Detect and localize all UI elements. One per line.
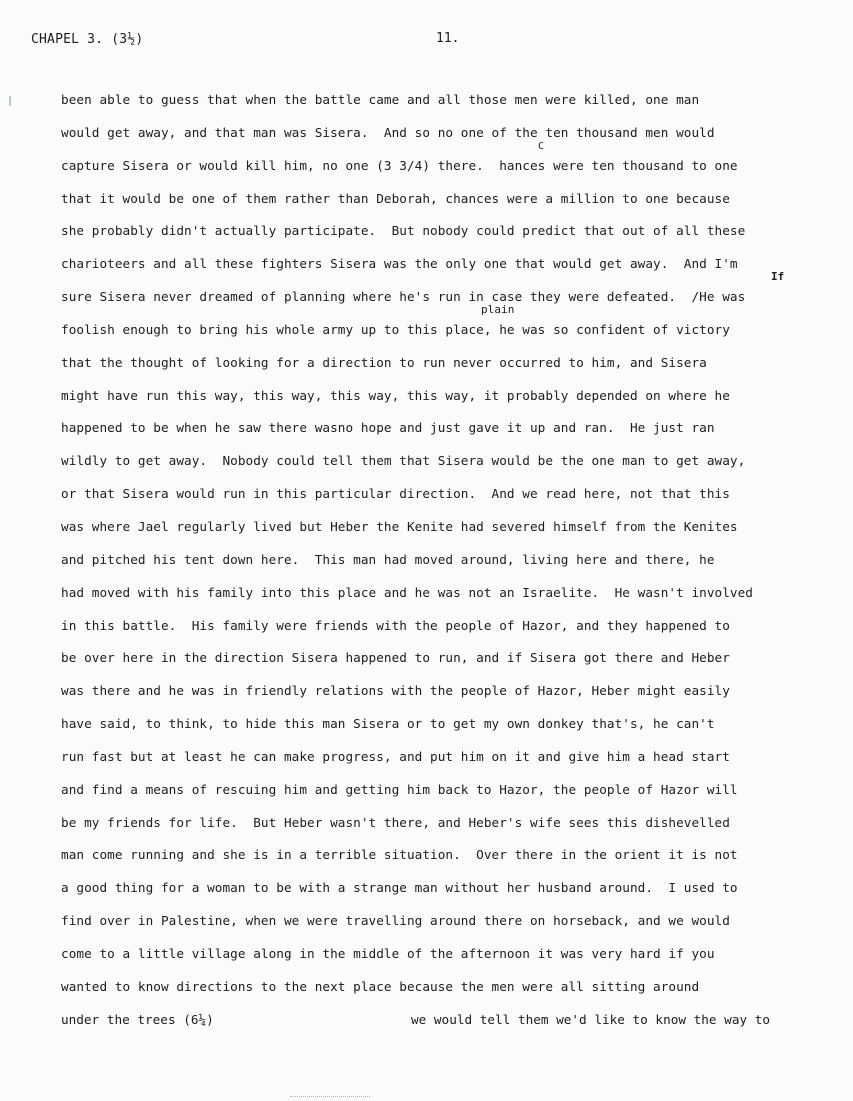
text-line: find over in Palestine, when we were travelling around there on horseback, and we would — [61, 913, 730, 929]
text-line: might have run this way, this way, this way, this way, it probably depended on where he — [61, 387, 730, 403]
text-line — [61, 140, 841, 188]
text-line — [61, 302, 841, 352]
page-number: 11. — [436, 31, 460, 46]
text-line: in this battle. His family were friends with the people of Hazor, and they happened to — [61, 617, 730, 633]
text-line: come to a little village along in the middle of the afternoon it was very hard if you — [61, 945, 715, 961]
text-line: wanted to know directions to the next place because the men were all sitting around — [61, 978, 700, 994]
text-line-content: foolish enough to bring his whole army up to this place, he was so confident of victory — [61, 321, 730, 337]
text-line-content: sure Sisera never dreamed of planning where he's run in case they were defeated. /He was — [61, 289, 746, 305]
text-line: be over here in the direction Sisera happened to run, and if Sisera got there and Heber — [61, 650, 730, 666]
text-line-content: capture Sisera or would kill him, no one (3 3/4) there. hances were ten thousand to one — [61, 157, 738, 173]
text-line — [61, 270, 841, 319]
text-line: be my friends for life. But Heber wasn't there, and Heber's wife sees this dishevelled — [61, 814, 730, 830]
text-line: was where Jael regularly lived but Heber the Kenite had severed himself from the Kenites — [61, 518, 738, 534]
footer-smudge — [290, 1096, 370, 1099]
handwritten-insertion-c: C — [538, 140, 545, 152]
text-line: happened to be when he saw there wasno hope and just gave it up and ran. He just ran — [61, 420, 715, 436]
handwritten-insertion-if: If — [771, 270, 785, 284]
text-line: had moved with his family into this place and he was not an Israelite. He wasn't involved — [61, 584, 753, 600]
text-line: and pitched his tent down here. This man had moved around, living here and there, he — [61, 551, 715, 567]
text-line: and find a means of rescuing him and getting him back to Hazor, the people of Hazor will — [61, 781, 738, 797]
margin-mark — [9, 96, 11, 106]
text-line: or that Sisera would run in this particular direction. And we read here, not that this — [61, 486, 730, 502]
last-text-line — [61, 1009, 841, 1041]
text-line: that it would be one of them rather than Deborah, chances were a million to one because — [61, 190, 730, 206]
last-line-right: we would tell them we'd like to know the way to — [411, 1011, 771, 1027]
text-line: charioteers and all these fighters Sisera was the only one that would get away. And I'm — [61, 256, 738, 272]
chapter-heading: CHAPEL 3. (3½) — [31, 32, 144, 47]
text-line: that the thought of looking for a direction to run never occurred to him, and Sisera — [61, 354, 707, 370]
handwritten-insertion-plain: plain — [481, 302, 515, 316]
text-line: have said, to think, to hide this man Sisera or to get my own donkey that's, he can't — [61, 716, 715, 732]
text-line: was there and he was in friendly relations with the people of Hazor, Heber might easily — [61, 683, 730, 699]
text-line: wildly to get away. Nobody could tell them that Sisera would be the one man to get away, — [61, 453, 746, 469]
text-line: she probably didn't actually participate. But nobody could predict that out of all these — [61, 223, 746, 239]
text-line: been able to guess that when the battle came and all those men were killed, one man — [61, 92, 700, 107]
text-line: a good thing for a woman to be with a strange man without her husband around. I used to — [61, 880, 738, 896]
text-line: would get away, and that man was Sisera. And so no one of the ten thousand men would — [61, 124, 715, 140]
text-line: run fast but at least he can make progress, and put him on it and give him a head start — [61, 748, 730, 764]
body-text — [61, 89, 841, 1041]
last-line-left: under the trees (6¼) — [61, 1011, 214, 1027]
text-line: man come running and she is in a terrible situation. Over there in the orient it is not — [61, 847, 738, 863]
